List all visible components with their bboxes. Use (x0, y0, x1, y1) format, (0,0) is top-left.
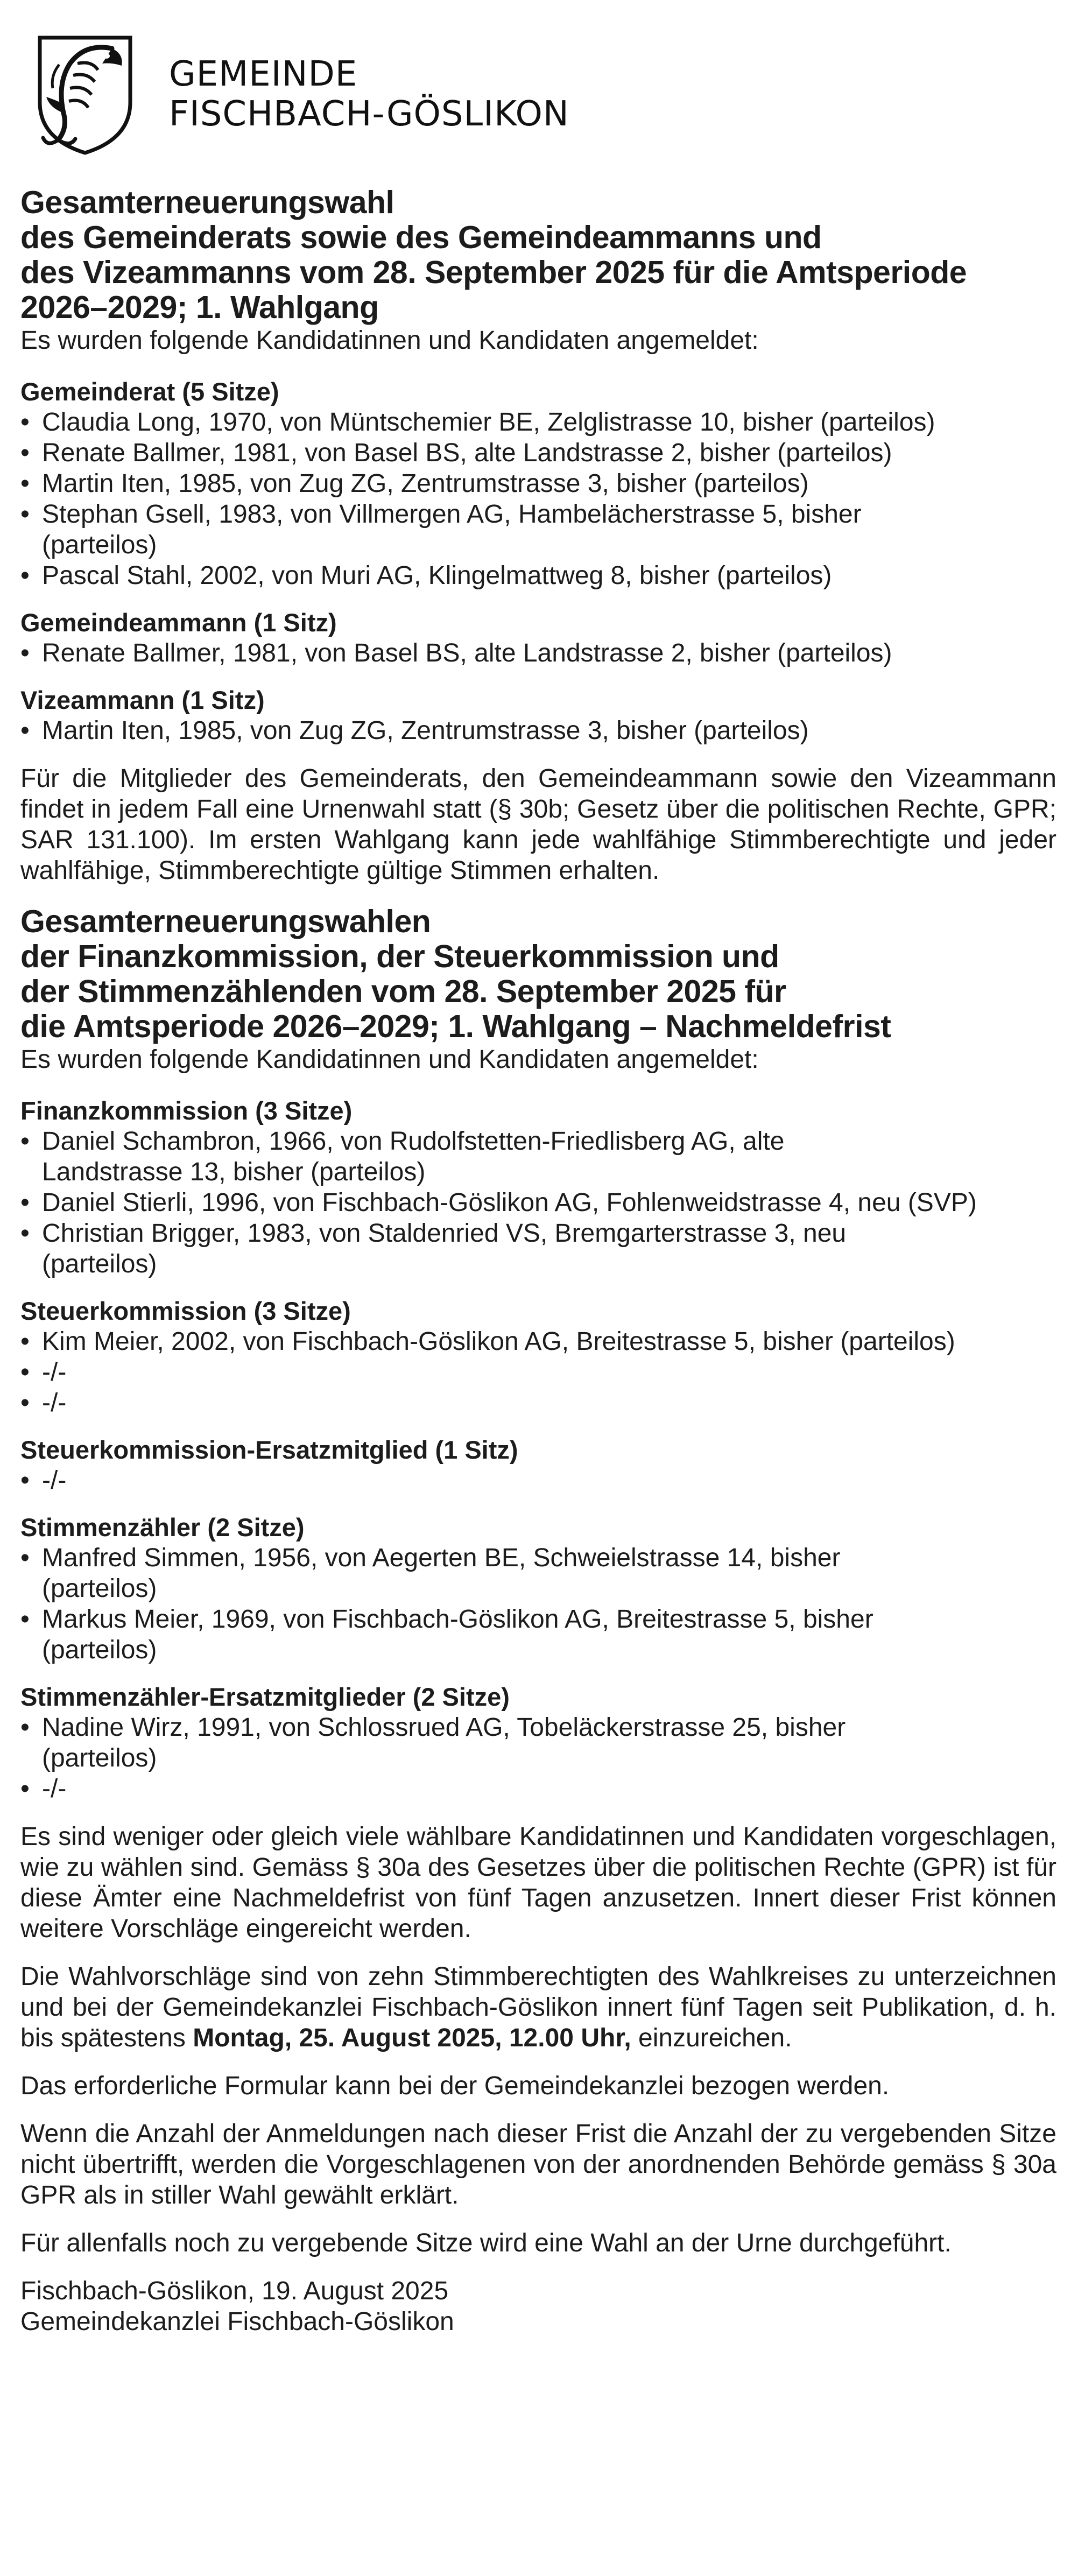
candidate-list-steuerkommission-ersatz (20, 1465, 1056, 1496)
publication-body (20, 185, 1056, 2337)
stille-wahl-paragraph: Wenn die Anzahl der Anmeldungen nach dieser Frist die Anzahl der zu vergebenden Sitze nicht übertrifft, werden die Vorgeschlagenen von der anordnenden Behörde gemäss § 30a GPR als in stiller Wahl gewählt erklärt. (20, 2120, 1056, 2209)
election2-intro: Es wurden folgende Kandidatinnen und Kandidaten angemeldet: (20, 1045, 759, 1074)
issuing-office: Gemeindekanzlei Fischbach-Göslikon (20, 2307, 454, 2336)
candidate-item: • -/- (20, 1465, 1056, 1496)
election2-title-line: die Amtsperiode 2026–2029; 1. Wahlgang – Nachmeldefrist (20, 1009, 891, 1044)
formular-paragraph: Das erforderliche Formular kann bei der Gemeindekanzlei bezogen werden. (20, 2072, 890, 2100)
election1-title-line: des Vizeammanns vom 28. September 2025 für die Amtsperiode (20, 255, 967, 290)
candidate-list-stimmenzaehler-ersatz (20, 1712, 1056, 1804)
election1-note: Für die Mitglieder des Gemeinderats, den Gemeindeammann sowie den Vizeammann findet in jedem Fall eine Urnenwahl statt (§ 30b; Gesetz über die politischen Rechte, GPR; SAR 131.100). Im ersten Wahlgang kann jede wahlfähige Stimmberechtigte und jeder wahlfähige, Stimmberechtigte gültige Stimmen erhalten. (20, 764, 1056, 885)
municipality-line-2: FISCHBACH-GÖSLIKON (169, 94, 569, 134)
section-heading-gemeindeammann: Gemeindeammann (1 Sitz) (20, 608, 337, 637)
nachmeldefrist-paragraph: Es sind weniger oder gleich viele wählbare Kandidatinnen und Kandidaten vorgeschlagen, wie zu wählen sind. Gemäss § 30a des Gesetzes über die politischen Rechte (GPR) ist für diese Ämter eine Nachmeldefrist von fünf Tagen anzusetzen. Innert dieser Frist können weitere Vorschläge eingereicht werden. (20, 1822, 1056, 1943)
section-heading-vizeammann: Vizeammann (1 Sitz) (20, 686, 265, 714)
section-heading-steuerkommission-ersatz: Steuerkommission-Ersatzmitglied (1 Sitz) (20, 1435, 518, 1464)
election1-title-line: des Gemeinderats sowie des Gemeindeammanns und (20, 220, 822, 255)
deadline-date: Montag, 25. August 2025, 12.00 Uhr, (193, 2024, 631, 2052)
section-heading-steuerkommission: Steuerkommission (3 Sitze) (20, 1297, 351, 1325)
candidate-list-gemeinderat (20, 407, 1056, 591)
candidate-item: • Stephan Gsell, 1983, von Villmergen AG, Hambelächerstrasse 5, bisher (parteilos) (20, 499, 871, 560)
candidate-item: • -/- (20, 1773, 1056, 1804)
election1-title-line: Gesamterneuerungswahl (20, 185, 394, 220)
candidate-list-gemeindeammann (20, 638, 1056, 668)
signature-block (20, 2276, 1056, 2337)
candidate-item: • Kim Meier, 2002, von Fischbach-Göslikon AG, Breitestrasse 5, bisher (parteilos) (20, 1326, 1056, 1357)
candidate-item: • Pascal Stahl, 2002, von Muri AG, Klingelmattweg 8, bisher (parteilos) (20, 560, 1056, 591)
candidate-item: • Renate Ballmer, 1981, von Basel BS, alte Landstrasse 2, bisher (parteilos) (20, 638, 1056, 668)
election2-title-line: der Finanzkommission, der Steuerkommission und (20, 939, 779, 974)
candidate-item: • Renate Ballmer, 1981, von Basel BS, alte Landstrasse 2, bisher (parteilos) (20, 438, 1056, 468)
election2-title-line: Gesamterneuerungswahlen (20, 904, 431, 939)
candidate-item: • Markus Meier, 1969, von Fischbach-Göslikon AG, Breitestrasse 5, bisher (parteilos) (20, 1604, 925, 1665)
election2-title-line: der Stimmenzählenden vom 28. September 2025 für (20, 974, 786, 1009)
urnenwahl-paragraph: Für allenfalls noch zu vergebende Sitze wird eine Wahl an der Urne durchgeführt. (20, 2229, 952, 2257)
election2-title (20, 904, 1056, 1044)
candidate-item: • Nadine Wirz, 1991, von Schlossrued AG, Tobeläckerstrasse 25, bisher (parteilos) (20, 1712, 892, 1773)
wahlvorschlaege-end: einzureichen. (638, 2024, 792, 2052)
place-date: Fischbach-Göslikon, 19. August 2025 (20, 2277, 449, 2305)
candidate-item: • Martin Iten, 1985, von Zug ZG, Zentrumstrasse 3, bisher (parteilos) (20, 468, 1056, 499)
candidate-item: • Daniel Schambron, 1966, von Rudolfstetten-Friedlisberg AG, alte Landstrasse 13, bisher (parteilos) (20, 1126, 860, 1187)
municipality-name (169, 54, 569, 134)
candidate-item: • Martin Iten, 1985, von Zug ZG, Zentrumstrasse 3, bisher (parteilos) (20, 715, 1056, 746)
candidate-item: • Manfred Simmen, 1956, von Aegerten BE, Schweielstrasse 14, bisher (parteilos) (20, 1543, 882, 1604)
municipality-line-1: GEMEINDE (169, 54, 358, 94)
candidate-list-vizeammann (20, 715, 1056, 746)
municipality-header (31, 32, 1078, 156)
election1-title-line: 2026–2029; 1. Wahlgang (20, 290, 379, 325)
candidate-item: • Claudia Long, 1970, von Müntschemier BE, Zelglistrasse 10, bisher (parteilos) (20, 407, 1056, 438)
election1-title (20, 185, 1056, 325)
candidate-list-stimmenzaehler (20, 1543, 1056, 1665)
candidate-item: • -/- (20, 1388, 1056, 1418)
section-heading-stimmenzaehler: Stimmenzähler (2 Sitze) (20, 1513, 305, 1542)
section-heading-stimmenzaehler-ersatz: Stimmenzähler-Ersatzmitglieder (2 Sitze) (20, 1683, 510, 1711)
coat-of-arms-fish-icon (31, 32, 139, 156)
candidate-list-finanzkommission (20, 1126, 1056, 1279)
wahlvorschlaege-text: Die Wahlvorschläge sind von zehn Stimmberechtigten des Wahlkreises zu unterzeichnen und bei der Gemeindekanzlei Fischbach-Göslikon innert fünf Tagen seit Publikation, d. h. bis spätestens (20, 1962, 1056, 2052)
wahlvorschlaege-paragraph (20, 1961, 1056, 2053)
section-heading-finanzkommission: Finanzkommission (3 Sitze) (20, 1096, 353, 1125)
section-heading-gemeinderat: Gemeinderat (5 Sitze) (20, 377, 279, 406)
candidate-item: • Daniel Stierli, 1996, von Fischbach-Göslikon AG, Fohlenweidstrasse 4, neu (SVP) (20, 1187, 989, 1218)
candidate-list-steuerkommission (20, 1326, 1056, 1418)
election1-intro: Es wurden folgende Kandidatinnen und Kandidaten angemeldet: (20, 326, 759, 355)
candidate-item: • -/- (20, 1357, 1056, 1388)
candidate-item: • Christian Brigger, 1983, von Staldenried VS, Bremgarterstrasse 3, neu (parteilos) (20, 1218, 914, 1279)
